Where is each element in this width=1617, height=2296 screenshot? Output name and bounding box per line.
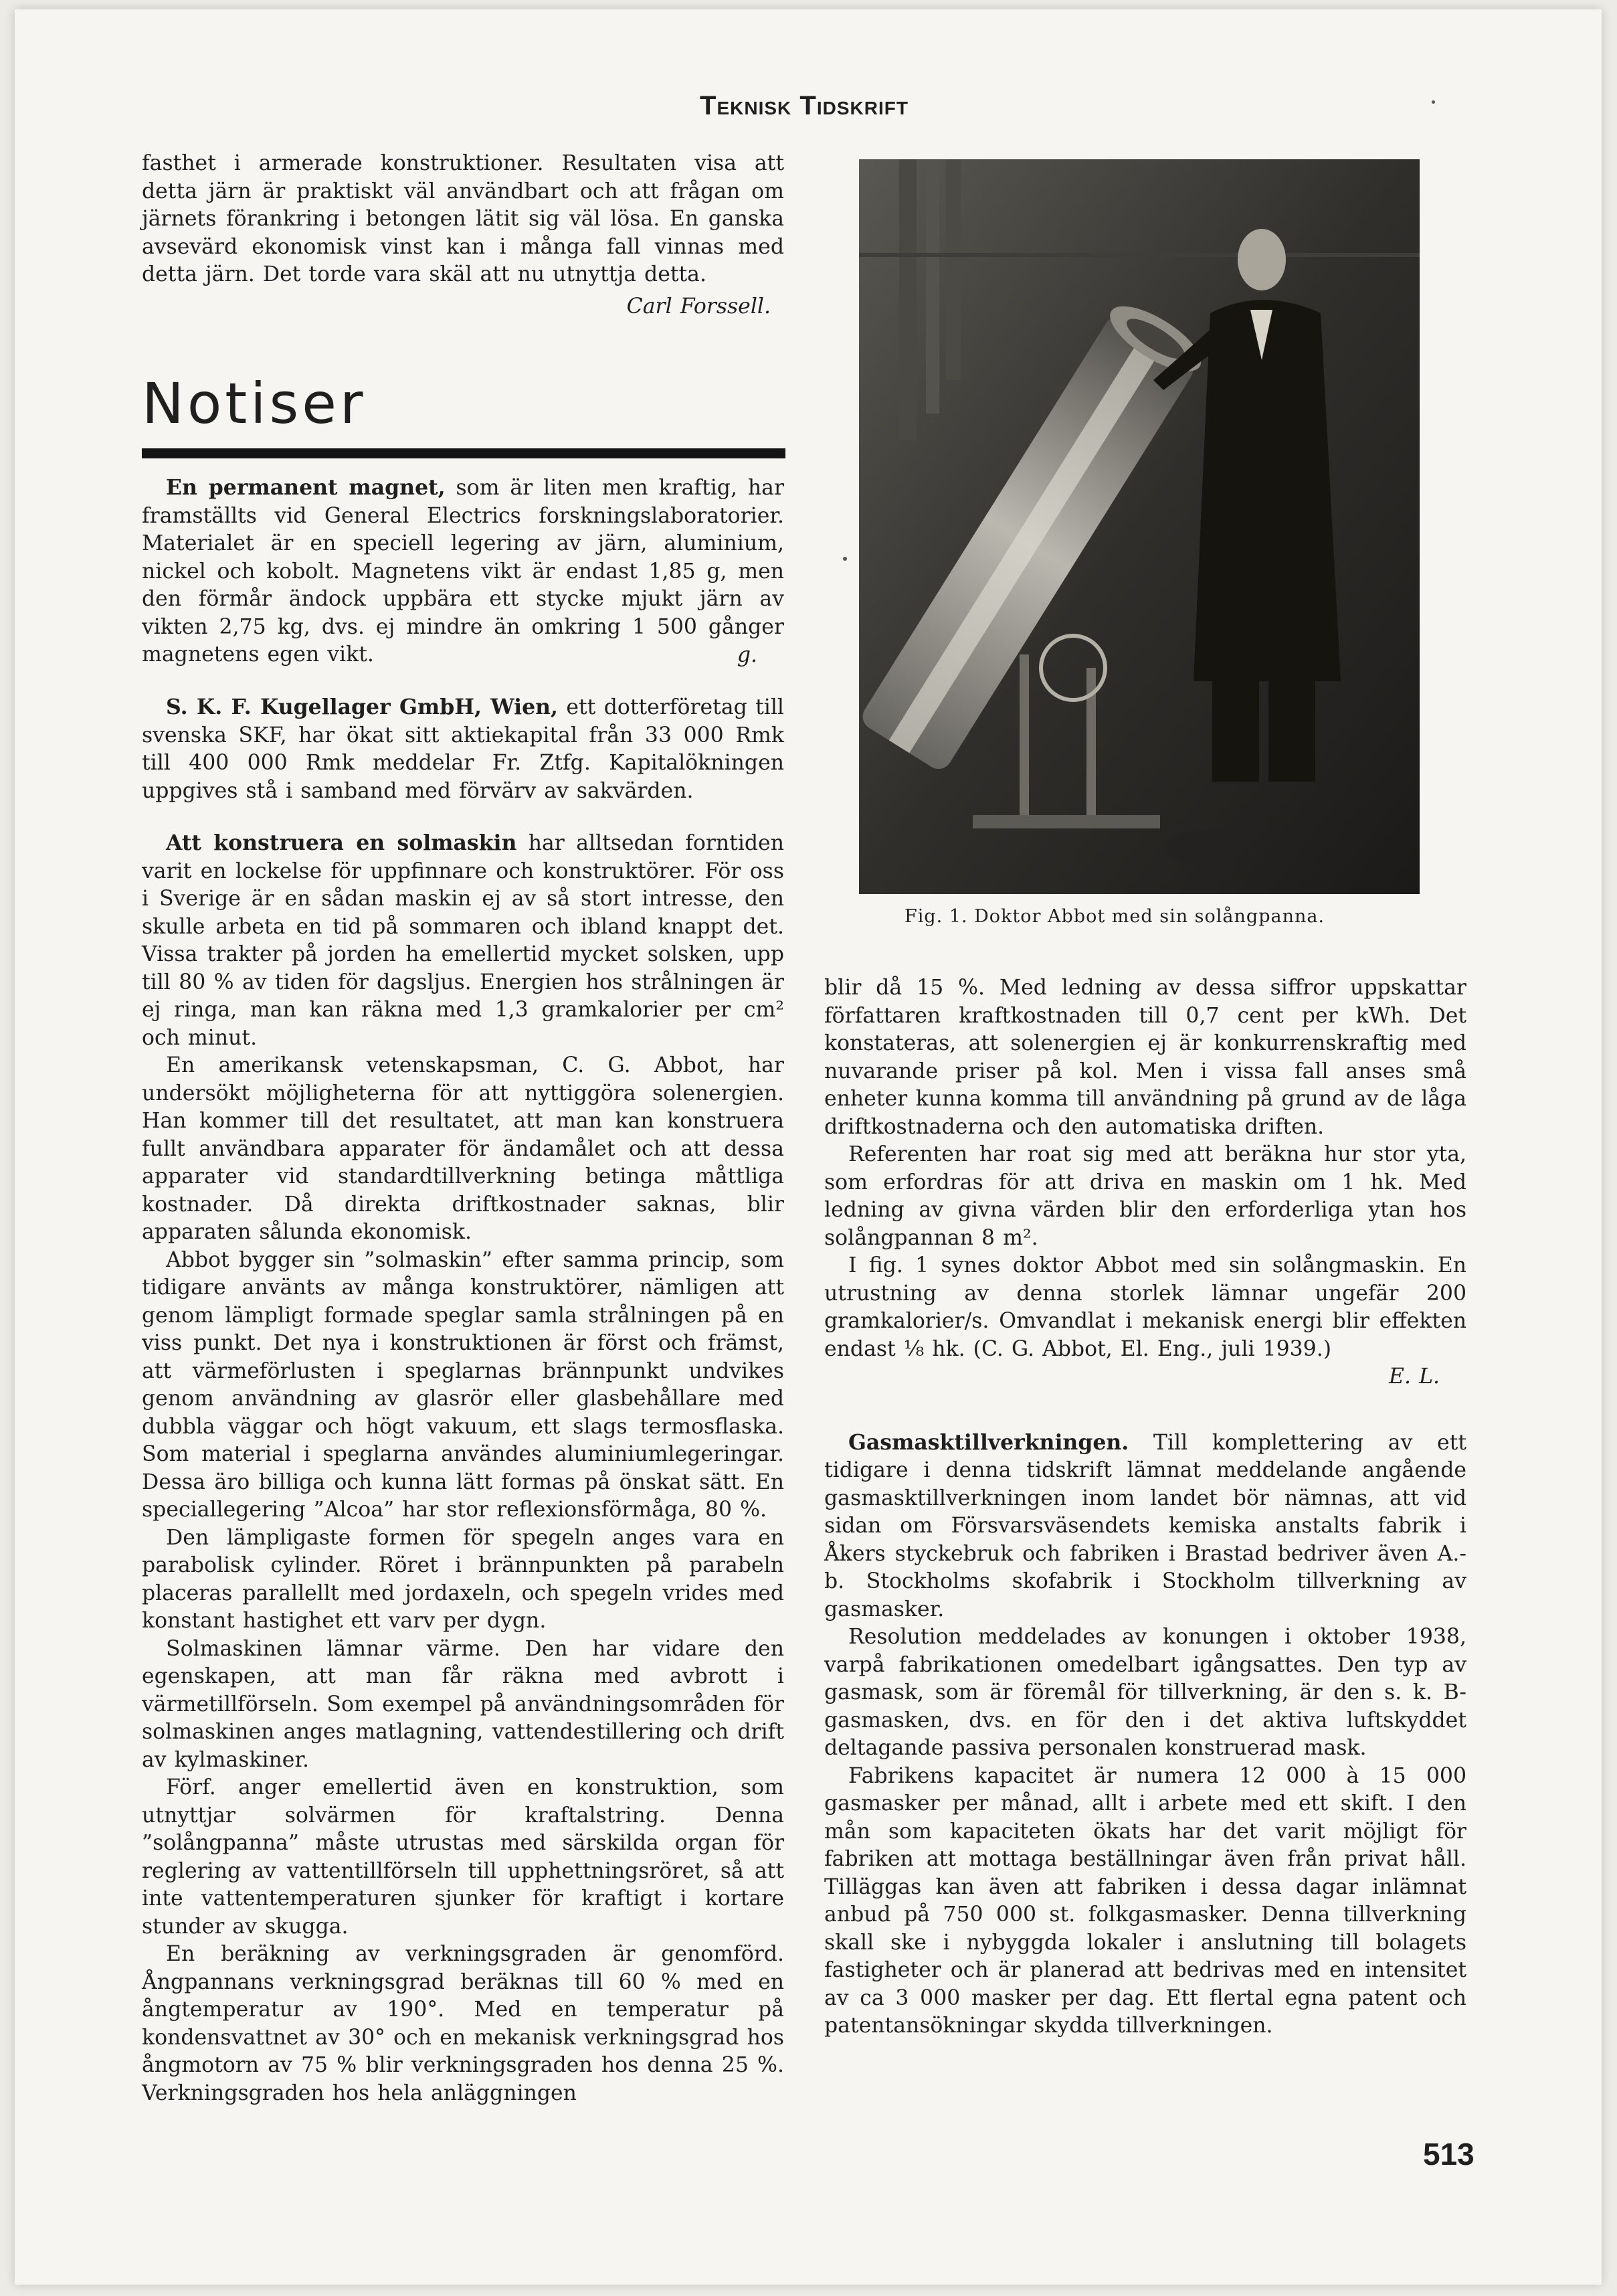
solar-area-paragraph: Referenten har roat sig med att beräkna hur stor yta, som erfordras för att driva en maskin om 1 hk. Med ledning av givna värden blir den erforderliga ytan hos solångpannan 8 m². — [824, 1142, 1466, 1250]
notice-solar — [142, 829, 784, 1052]
left-notices — [142, 474, 784, 2107]
notice-gasmask-p3: Fabrikens kapacitet är numera 12 000 à 15 000 gasmasker per månad, allt i arbete med ett skift. I den mån som kapaciteten ökats har det varit möjligt för fabriken att mottaga beställningar även från privat håll. Tilläggas kan även att fabriken i dessa dagar inlämnat anbud på 750 000 st. folkgasmasker. Denna tillverkning skall ske i nybyggda lokaler i anslutning till bolagets fastigheter och är planerad att bedrivas med en intensitet av ca 3 000 masker per dag. Ett flertal egna patent och patentansökningar skydda tillverkningen. — [824, 1763, 1466, 2038]
figure-caption: Fig. 1. Doktor Abbot med sin solångpanna. — [905, 906, 1325, 927]
speck — [1432, 100, 1435, 104]
section-title: Notiser — [142, 371, 367, 436]
notice-solar-lead: Att konstruera en solmaskin — [166, 830, 517, 855]
notice-solar-p7: En beräkning av verkningsgraden är genomförd. Ångpannans verkningsgrad beräknas till 60 % med en ångtemperatur av 190°. Med en temperatur på kondensvattnet av 30° och en mekanisk verkningsgrad hos ångmotorn av 75 % blir verkningsgraden hos denna 25 %. Verkningsgraden hos hela anläggningen — [142, 1942, 784, 2105]
notice-magnet — [142, 474, 784, 669]
notice-magnet-lead: En permanent magnet, — [166, 475, 446, 500]
figure-photo — [859, 159, 1420, 894]
notice-skf-lead: S. K. F. Kugellager GmbH, Wien, — [166, 695, 559, 719]
notice-solar-p6: Förf. anger emellertid även en konstruktion, som utnyttjar solvärmen för kraftalstring. Denna ”solångpanna” måste utrustas med särskilda organ för reglering av vattentillförseln till upphettningsröret, så att inte vattentemperaturen sjunker för kraftigt i kortare stunder av skugga. — [142, 1775, 784, 1939]
notice-magnet-text: som är liten men kraftig, har framställts vid General Electrics forskningslaboratorier. Materialet är en speciell legering av järn, aluminium, nickel och kobolt. Magnetens vikt är endast 1,85 g, men den förmår ändock uppbära ett stycke mjukt järn av vikten 2,75 kg, dvs. ej mindre än omkring 1 500 gånger magnetens egen vikt. — [142, 476, 784, 667]
document-page — [15, 9, 1602, 2285]
intro-block — [142, 150, 784, 321]
page-number: 513 — [1423, 2137, 1475, 2172]
notice-gasmask — [824, 1429, 1466, 1624]
notice-solar-text: har alltsedan forntiden varit en lockelse för uppfinnare och konstruktörer. För oss i Sverige är en sådan maskin ej av så stort intresse, den skulle arbeta en tid på sommaren och ibland knappt det. Vissa trakter på jorden ha emellertid mycket solsken, upp till 80 % av tiden för dagsljus. Energien hos strålningen är ej ringa, man kan räkna med 1,3 gramkalorier per cm² och minut. — [142, 831, 784, 1050]
right-column — [824, 974, 1466, 2040]
journal-title: Teknisk Tidskrift — [700, 91, 909, 120]
notice-skf-text: ett dotterföretag till svenska SKF, har ökat sitt aktiekapital från 33 000 Rmk till 400 000 Rmk meddelar Fr. Ztfg. Kapitalökningen uppgives stå i samband med förvärv av sakvärden. — [142, 695, 785, 803]
intro-signature: Carl Forssell. — [626, 294, 771, 319]
intro-paragraph: fasthet i armerade konstruktioner. Resultaten visa att detta järn är praktiskt väl användbart och att frågan om järnets förankring i betongen lätit sig väl lösa. En ganska avsevärd ekonomisk vinst kan i många fall vinnas med detta järn. Det torde vara skäl att nu utnyttja detta. — [142, 151, 784, 286]
solar-signature: E. L. — [1389, 1364, 1440, 1389]
notice-gasmask-lead: Gasmasktillverkningen. — [848, 1429, 1129, 1455]
notice-gasmask-p2: Resolution meddelades av konungen i oktober 1938, varpå fabrikationen omedelbart igångsattes. Den typ av gasmask, som är föremål för tillverkning, är den s. k. B-gasmasken, dvs. en för den i det aktiva luftskyddet deltagande passiva personalen konstruerad mask. — [824, 1625, 1466, 1760]
notice-solar-p4: Den lämpligaste formen för spegeln anges vara en parabolisk cylinder. Röret i brännpunkten på parabeln placeras parallellt med jordaxeln, och spegeln vrides med konstant hastighet ett varv per dygn. — [142, 1525, 784, 1633]
notice-skf — [142, 693, 784, 805]
notice-solar-p2: En amerikansk vetenskapsman, C. G. Abbot, har undersökt möjligheterna för att nyttiggöra solenergien. Han kommer till det resultatet, att man kan konstruera fullt användbara apparater för ändamålet och att dessa apparater vid standardtillverkning betinga måttliga kostnader. Då direkta driftkostnader saknas, blir apparaten sålunda ekonomisk. — [142, 1053, 784, 1244]
section-rule — [142, 448, 785, 458]
solar-fig-paragraph: I fig. 1 synes doktor Abbot med sin solångmaskin. En utrustning av denna storlek lämnar ungefär 200 gramkalorier/s. Omvandlat i mekanisk energi blir effekten endast ⅛ hk. (C. G. Abbot, El. Eng., juli 1939.) — [824, 1253, 1466, 1361]
speck — [843, 557, 847, 561]
notice-gasmask-text: Till komplettering av ett tidigare i denna tidskrift lämnat meddelande angående gasmasktillverkningen inom landet bör nämnas, att vid sidan om Försvarsväsendets kemiska anstalts fabrik i Åkers styckebruk och fabriken i Brastad bedriver även A.-b. Stockholms skofabrik i Stockholm tillverkning av gasmasker. — [824, 1430, 1466, 1621]
notice-magnet-signature: g. — [737, 642, 757, 667]
solar-continued: blir då 15 %. Med ledning av dessa siffror uppskattar författaren kraftkostnaden till 0,7 cent per kWh. Det konstateras, att solenergien ej är konkurrenskraftig med nuvarande priser på kol. Men i vissa fall anses små enheter kunna komma till användning på grund av de låga driftkostnaderna och den automatiska driften. — [824, 976, 1466, 1139]
solar-boiler-photo — [859, 159, 1420, 894]
notice-solar-p5: Solmaskinen lämnar värme. Den har vidare den egenskapen, att man får räkna med avbrott i värmetillförseln. Som exempel på användningsområden för solmaskinen anges matlagning, vattendestillering och drift av kylmaskiner. — [142, 1636, 784, 1772]
notice-solar-p3: Abbot bygger sin ”solmaskin” efter samma princip, som tidigare använts av många konstruktörer, nämligen att genom lämpligt formade speglar samla strålningen på en viss punkt. Det nya i konstruktionen är först och främst, att värmeförlusten i speglarnas brännpunkt undvikes genom användning av glasrör eller glasbehållare med dubbla väggar och högt vakuum, ett slags termosflaska. Som material i speglarna användes aluminiumlegeringar. Dessa äro billiga och kunna lätt formas på önskat sätt. En speciallegering ”Alcoa” har stor reflexionsförmåga, 80 %. — [142, 1247, 784, 1522]
